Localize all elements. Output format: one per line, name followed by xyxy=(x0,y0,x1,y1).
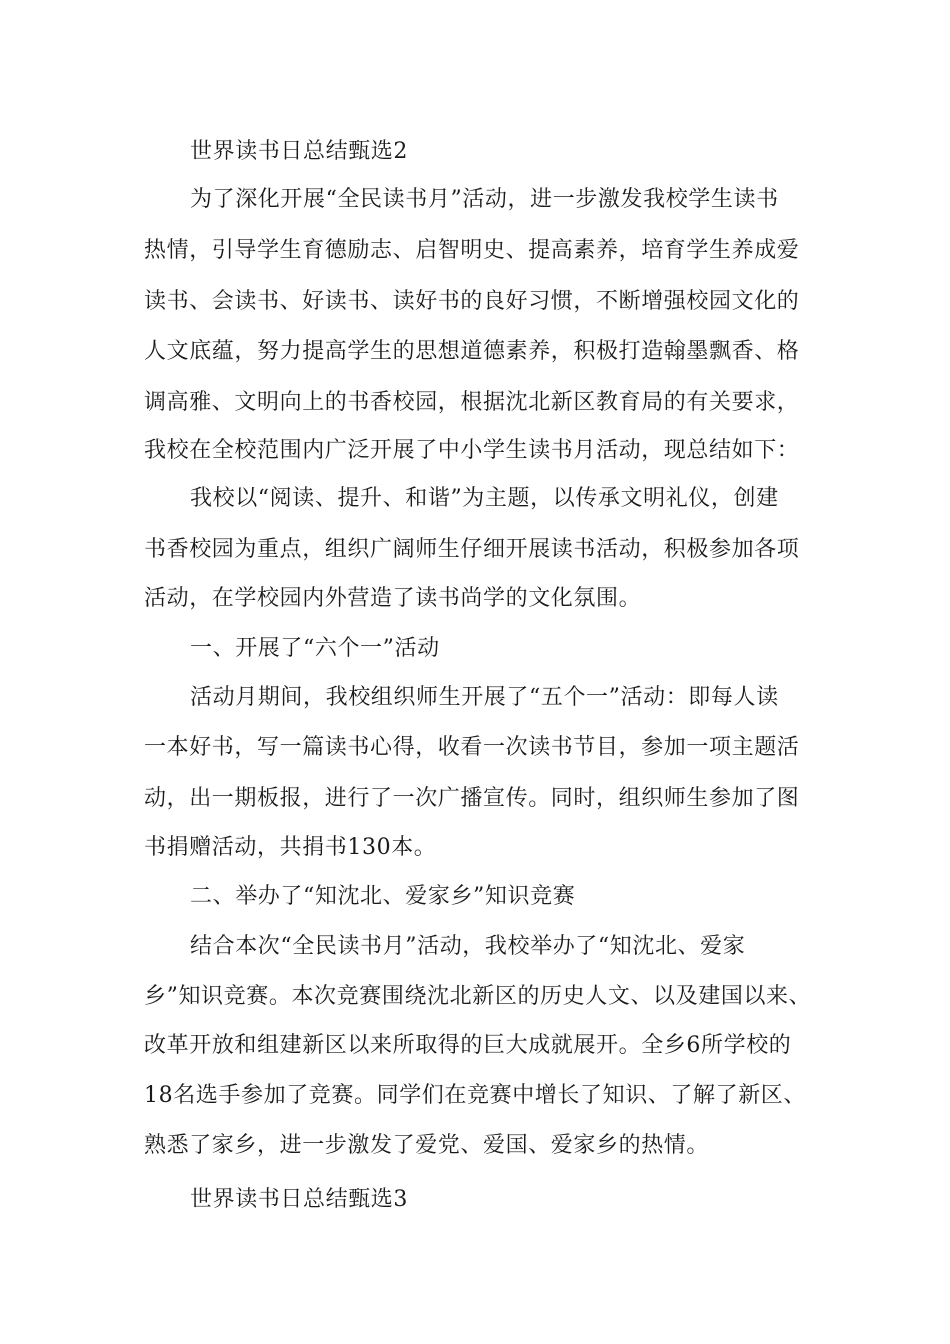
paragraph-line: 活动月期间，我校组织师生开展了“五个一”活动：即每人读 xyxy=(190,685,779,710)
paragraph-line: 我校在全校范围内广泛开展了中小学生读书月活动，现总结如下： xyxy=(144,438,800,463)
paragraph-line: 改革开放和组建新区以来所取得的巨大成就展开。全乡6所学校的 xyxy=(144,1033,792,1058)
paragraph-line: 乡”知识竞赛。本次竞赛围绕沈北新区的历史人文、以及建国以来、 xyxy=(144,984,812,1009)
paragraph-line: 读书、会读书、好读书、读好书的良好习惯，不断增强校园文化的 xyxy=(144,289,800,314)
paragraph-line: 18名选手参加了竞赛。同学们在竞赛中增长了知识、了解了新区、 xyxy=(144,1083,806,1108)
paragraph-line: 活动，在学校园内外营造了读书尚学的文化氛围。 xyxy=(144,586,642,611)
paragraph-line: 一本好书，写一篇读书心得，收看一次读书节目，参加一项主题活 xyxy=(144,735,800,760)
paragraph-line: 为了深化开展“全民读书月”活动，进一步激发我校学生读书 xyxy=(190,187,779,212)
subheading-2: 二、举办了“知沈北、爱家乡”知识竞赛 xyxy=(190,884,576,909)
paragraph-line: 人文底蕴，努力提高学生的思想道德素养，积极打造翰墨飘香、格 xyxy=(144,339,800,364)
paragraph-line: 书捐赠活动，共捐书130本。 xyxy=(144,835,437,860)
paragraph-line: 书香校园为重点，组织广阔师生仔细开展读书活动，积极参加各项 xyxy=(144,537,800,562)
paragraph-line: 热情，引导学生育德励志、启智明史、提高素养，培育学生养成爱 xyxy=(144,238,800,263)
paragraph-line: 调高雅、文明向上的书香校园，根据沈北新区教育局的有关要求， xyxy=(144,390,800,415)
paragraph-line: 动，出一期板报，进行了一次广播宣传。同时，组织师生参加了图 xyxy=(144,786,800,811)
section-heading-3: 世界读书日总结甄选3 xyxy=(190,1187,408,1212)
paragraph-line: 结合本次“全民读书月”活动，我校举办了“知沈北、爱家 xyxy=(190,934,746,959)
paragraph-line: 熟悉了家乡，进一步激发了爱党、爱国、爱家乡的热情。 xyxy=(144,1133,710,1158)
subheading-1: 一、开展了“六个一”活动 xyxy=(190,636,440,661)
section-heading-2: 世界读书日总结甄选2 xyxy=(190,139,408,164)
paragraph-line: 我校以“阅读、提升、和谐”为主题，以传承文明礼仪，创建 xyxy=(190,486,779,511)
